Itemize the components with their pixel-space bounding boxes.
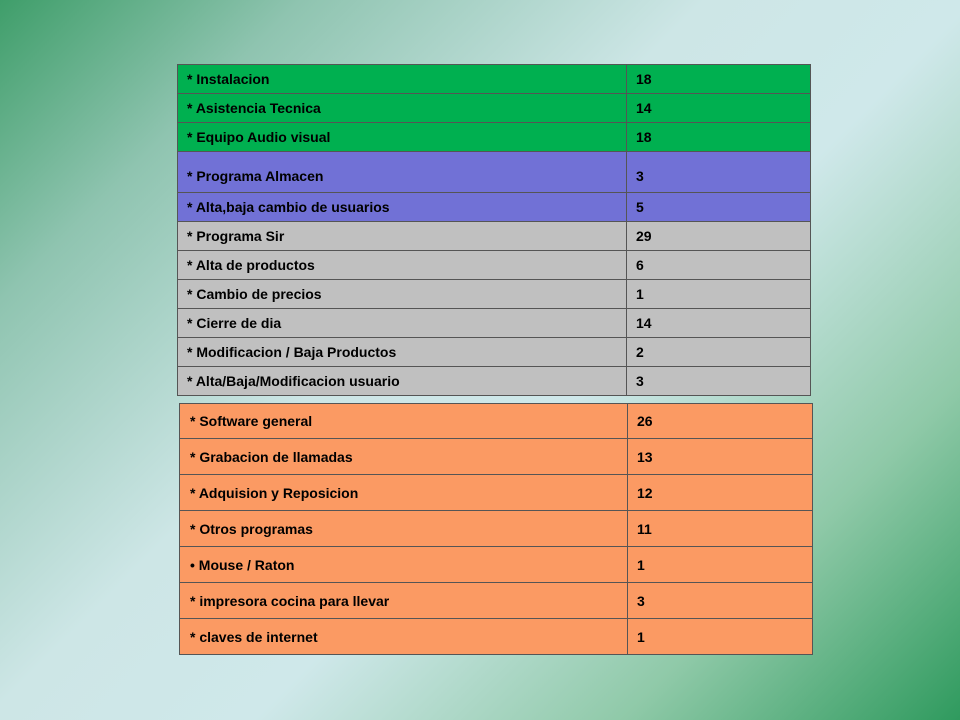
- table-row: [180, 511, 813, 547]
- table-row: [178, 309, 811, 338]
- row-label: • Mouse / Raton: [180, 547, 628, 583]
- table-row: [180, 619, 813, 655]
- row-label: * Alta de productos: [178, 251, 627, 280]
- table-row: [180, 547, 813, 583]
- row-value: 2: [627, 338, 811, 367]
- table-row: [180, 404, 813, 439]
- table-row: [180, 475, 813, 511]
- table-row: [178, 152, 811, 193]
- row-label: * Cierre de dia: [178, 309, 627, 338]
- table-row: [178, 338, 811, 367]
- row-label: * Adquision y Reposicion: [180, 475, 628, 511]
- row-value: 18: [627, 65, 811, 94]
- row-label: * impresora cocina para llevar: [180, 583, 628, 619]
- row-value: 14: [627, 94, 811, 123]
- row-value: 11: [628, 511, 813, 547]
- table-row: [178, 222, 811, 251]
- table-row: [180, 439, 813, 475]
- row-value: 1: [628, 619, 813, 655]
- row-value: 3: [627, 152, 811, 193]
- row-value: 3: [627, 367, 811, 396]
- row-value: 1: [628, 547, 813, 583]
- row-label: * Alta/Baja/Modificacion usuario: [178, 367, 627, 396]
- row-label: * Programa Almacen: [178, 152, 627, 193]
- row-value: 3: [628, 583, 813, 619]
- table-row: [178, 65, 811, 94]
- table-row: [178, 367, 811, 396]
- row-value: 14: [627, 309, 811, 338]
- row-label: * claves de internet: [180, 619, 628, 655]
- row-label: * Equipo Audio visual: [178, 123, 627, 152]
- row-value: 6: [627, 251, 811, 280]
- row-label: * Asistencia Tecnica: [178, 94, 627, 123]
- row-value: 18: [627, 123, 811, 152]
- table-row: [180, 583, 813, 619]
- row-label: * Modificacion / Baja Productos: [178, 338, 627, 367]
- table-row: [178, 280, 811, 309]
- row-value: 13: [628, 439, 813, 475]
- table-row: [178, 123, 811, 152]
- row-value: 5: [627, 193, 811, 222]
- row-label: * Grabacion de llamadas: [180, 439, 628, 475]
- table-row: [178, 193, 811, 222]
- row-label: * Software general: [180, 404, 628, 439]
- row-value: 26: [628, 404, 813, 439]
- row-value: 29: [627, 222, 811, 251]
- row-value: 1: [627, 280, 811, 309]
- top-table: [177, 64, 811, 396]
- table-row: [178, 251, 811, 280]
- table-row: [178, 94, 811, 123]
- bottom-table: [179, 403, 813, 655]
- row-label: * Cambio de precios: [178, 280, 627, 309]
- row-label: * Instalacion: [178, 65, 627, 94]
- row-value: 12: [628, 475, 813, 511]
- row-label: * Alta,baja cambio de usuarios: [178, 193, 627, 222]
- row-label: * Otros programas: [180, 511, 628, 547]
- row-label: * Programa Sir: [178, 222, 627, 251]
